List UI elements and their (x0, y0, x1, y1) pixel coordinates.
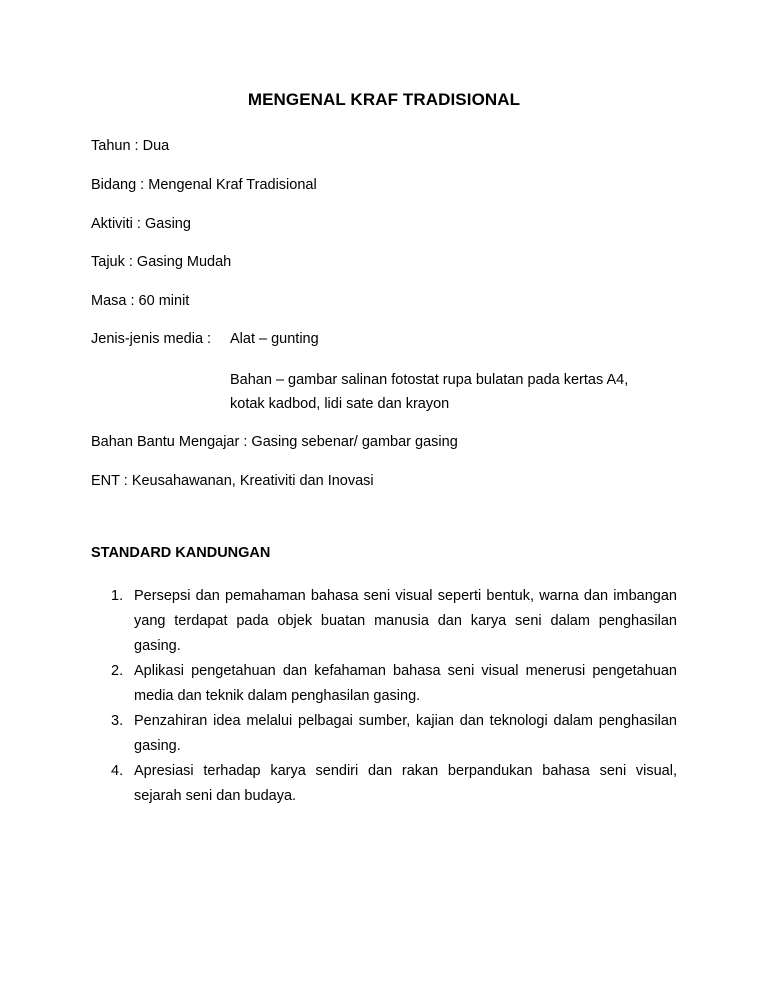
media-label: Jenis-jenis media : (91, 331, 212, 347)
list-item-text: Penzahiran idea melalui pelbagai sumber, kajian dan teknologi dalam penghasilan gasing. (134, 713, 677, 754)
field-tahun: Tahun : Dua (91, 138, 170, 154)
field-masa: Masa : 60 minit (91, 293, 190, 309)
list-item-text: Persepsi dan pemahaman bahasa seni visual seperti bentuk, warna dan imbangan yang terdapat pada objek buatan manusia dan karya seni dalam penghasilan gasing. (134, 588, 677, 654)
list-item (91, 659, 677, 709)
media-alat: Alat – gunting (230, 331, 319, 347)
media-row (91, 331, 319, 347)
media-bahan-line2: kotak kadbod, lidi sate dan krayon (230, 396, 450, 412)
standard-heading: STANDARD KANDUNGAN (91, 545, 271, 561)
list-item (91, 584, 677, 659)
list-item-number: 4. (111, 763, 124, 779)
list-item-text: Apresiasi terhadap karya sendiri dan rakan berpandukan bahasa seni visual, sejarah seni dan budaya. (134, 763, 677, 804)
field-ent: ENT : Keusahawanan, Kreativiti dan Inovasi (91, 473, 374, 489)
field-aktiviti: Aktiviti : Gasing (91, 216, 191, 232)
list-item-number: 2. (111, 663, 124, 679)
list-item-number: 1. (111, 588, 124, 604)
document-title: MENGENAL KRAF TRADISIONAL (247, 90, 521, 109)
field-bahan-bantu: Bahan Bantu Mengajar : Gasing sebenar/ gambar gasing (91, 434, 458, 450)
list-item (91, 759, 677, 809)
field-tajuk: Tajuk : Gasing Mudah (91, 254, 232, 270)
list-item (91, 709, 677, 759)
list-item-text: Aplikasi pengetahuan dan kefahaman bahasa seni visual menerusi pengetahuan media dan teknik dalam penghasilan gasing. (134, 663, 677, 704)
list-item-number: 3. (111, 713, 124, 729)
field-bidang: Bidang : Mengenal Kraf Tradisional (91, 177, 317, 193)
media-bahan-line1: Bahan – gambar salinan fotostat rupa bulatan pada kertas A4, (230, 372, 629, 388)
standard-list (91, 584, 677, 809)
